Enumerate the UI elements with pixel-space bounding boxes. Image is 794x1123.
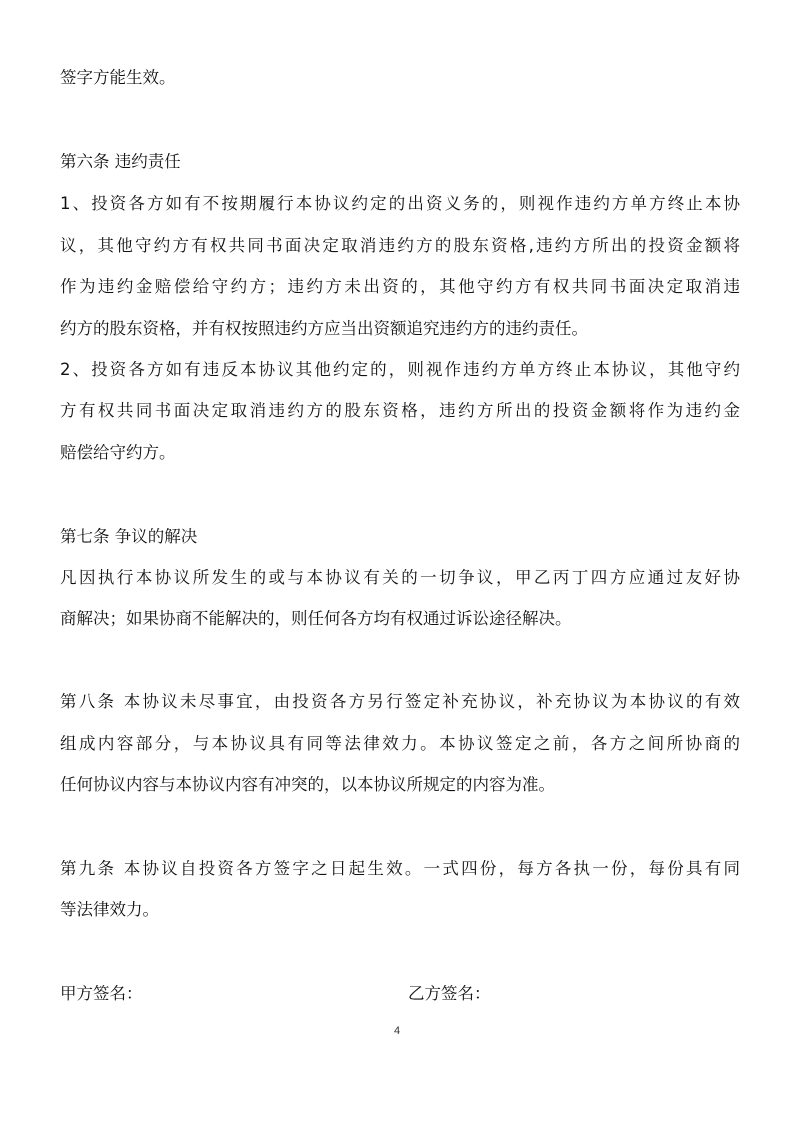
article-6-item-2-line-2: 方有权共同书面决定取消违约方的股东资格，违约方所出的投资金额将作为违约金 xyxy=(60,401,740,420)
article-6-item-1-line-3: 作为违约金赔偿给守约方；违约方未出资的，其他守约方有权共同书面决定取消违 xyxy=(60,277,740,296)
page-number: 4 xyxy=(393,1025,401,1037)
article-6-item-2-line-3: 赔偿给守约方。 xyxy=(60,443,176,462)
party-a-signature-label: 甲方签名： xyxy=(60,984,143,1003)
party-b-signature-label: 乙方签名： xyxy=(408,984,491,1003)
article-9-line-1: 第九条 本协议自投资各方签字之日起生效。一式四份，每方各执一份，每份具有同 xyxy=(60,859,740,878)
article-7-line-1: 凡因执行本协议所发生的或与本协议有关的一切争议，甲乙丙丁四方应通过友好协 xyxy=(60,568,740,587)
article-7-line-2: 商解决；如果协商不能解决的，则任何各方均有权通过诉讼途径解决。 xyxy=(60,609,572,628)
article-8-line-2: 组成内容部分，与本协议具有同等法律效力。本协议签定之前，各方之间所协商的 xyxy=(60,734,740,753)
article-8-line-3: 任何协议内容与本协议内容有冲突的，以本协议所规定的内容为准。 xyxy=(60,775,555,794)
continuation-text: 签字方能生效。 xyxy=(60,68,176,87)
article-6-item-1-line-1: 1、投资各方如有不按期履行本协议约定的出资义务的，则视作违约方单方终止本协 xyxy=(60,194,740,213)
article-7-heading: 第七条 争议的解决 xyxy=(60,527,198,546)
article-6-item-1-line-4: 约方的股东资格，并有权按照违约方应当出资额追究违约方的违约责任。 xyxy=(60,319,588,338)
article-8-line-1: 第八条 本协议未尽事宜，由投资各方另行签定补充协议，补充协议为本协议的有效 xyxy=(60,692,740,711)
article-6-item-2-line-1: 2、投资各方如有违反本协议其他约定的，则视作违约方单方终止本协议，其他守约 xyxy=(60,360,740,379)
article-6-item-1-line-2: 议，其他守约方有权共同书面决定取消违约方的股东资格,违约方所出的投资金额将 xyxy=(60,236,740,255)
article-9-line-2: 等法律效力。 xyxy=(60,900,159,919)
article-6-heading: 第六条 违约责任 xyxy=(60,152,181,171)
